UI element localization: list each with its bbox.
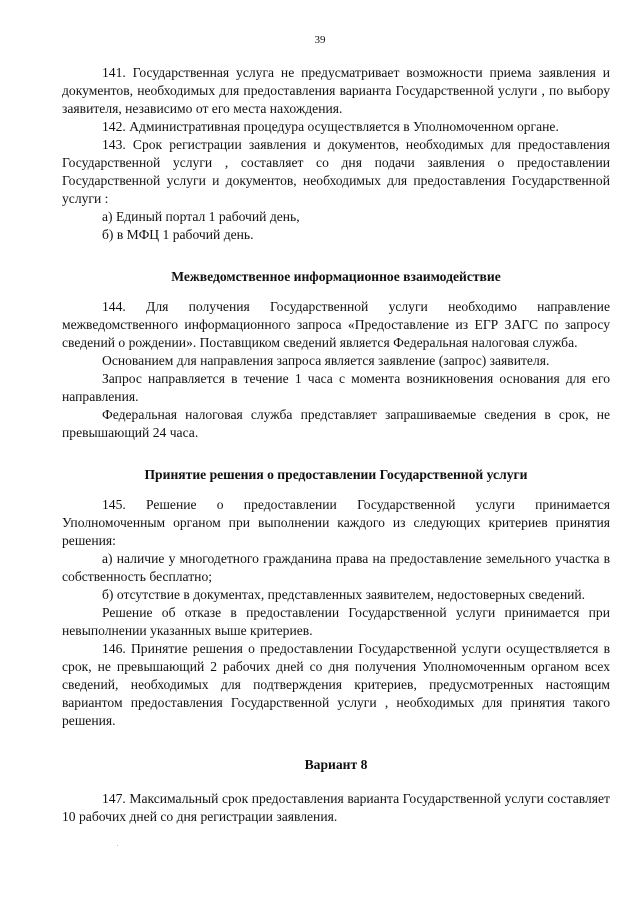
paragraph-145: 145. Решение о предоставлении Государственной услуги принимается Уполномоченным органом при выполнении каждого из следующих критериев принятия решения: [62,497,610,548]
paragraph-144-timing: Запрос направляется в течение 1 часа с момента возникновения основания для его направления. [62,371,610,404]
paragraph-143-a: а) Единый портал 1 рабочий день, [102,209,300,224]
paragraph-144-basis: Основанием для направления запроса является заявление (запрос) заявителя. [102,353,550,368]
document-body [62,64,610,826]
paragraph-146: 146. Принятие решения о предоставлении Государственной услуги осуществляется в срок, не превышающий 2 рабочих дней со дня получения Уполномоченным органом всех сведений, необходимых для подтверждения критериев, предусмотренных настоящим вариантом предоставления Государственной услуги , необходимых для принятия такого решения. [62,641,610,728]
paragraph-145-refusal: Решение об отказе в предоставлении Государственной услуги принимается при невыполнении указанных выше критериев. [62,605,610,638]
paragraph-141: 141. Государственная услуга не предусматривает возможности приема заявления и документов, необходимых для предоставления варианта Государственной услуги , по выбору заявителя, независимо от его места нахождения. [62,65,610,116]
section-heading-variant-8: Вариант 8 [304,757,368,772]
section-heading-decision: Принятие решения о предоставлении Государственной услуги [144,467,528,482]
scan-speck [117,845,118,846]
paragraph-144-response: Федеральная налоговая служба представляет запрашиваемые сведения в срок, не превышающий 24 часа. [62,407,610,440]
paragraph-143: 143. Срок регистрации заявления и документов, необходимых для предоставления Государственной услуги , составляет со дня подачи заявления о предоставлении Государственной услуги и документов, необходимых для предоставления Государственной услуги : [62,137,610,206]
section-heading-interagency: Межведомственное информационное взаимодействие [171,269,501,284]
paragraph-143-b: б) в МФЦ 1 рабочий день. [102,227,254,242]
paragraph-144: 144. Для получения Государственной услуги необходимо направление межведомственного информационного запроса «Предоставление из ЕГР ЗАГС по запросу сведений о рождении». Поставщиком сведений является Федеральная налоговая служба. [62,299,610,350]
paragraph-145-a: а) наличие у многодетного гражданина права на предоставление земельного участка в собственность бесплатно; [62,551,610,584]
paragraph-142: 142. Административная процедура осуществляется в Уполномоченном органе. [102,119,559,134]
page-number: 39 [314,34,326,46]
paragraph-145-b: б) отсутствие в документах, представленных заявителем, недостоверных сведений. [102,587,586,602]
paragraph-147: 147. Максимальный срок предоставления варианта Государственной услуги составляет 10 рабочих дней со дня регистрации заявления. [62,791,610,824]
